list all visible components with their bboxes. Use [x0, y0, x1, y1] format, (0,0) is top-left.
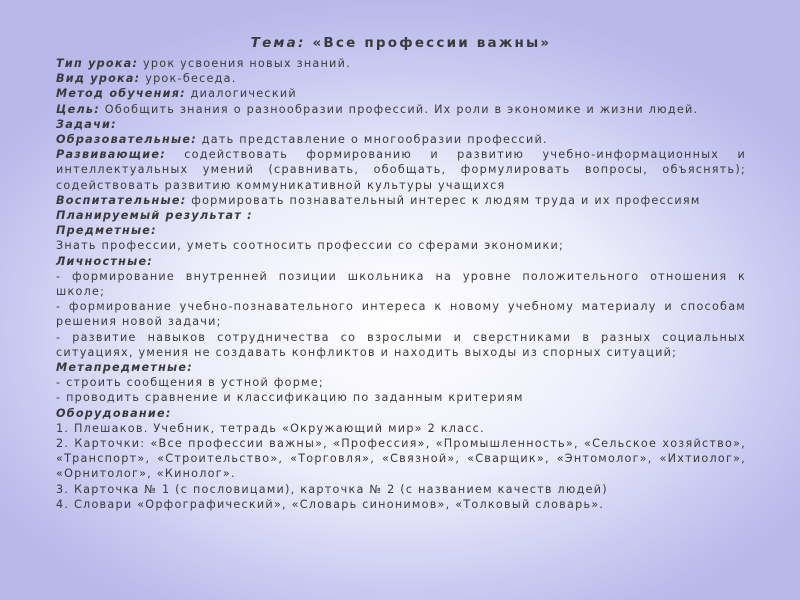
- label: Предметные:: [56, 224, 157, 238]
- line-equipment-4: [56, 497, 746, 512]
- text: 1. Плешаков. Учебник, тетрадь «Окружающий мир» 2 класс.: [56, 421, 485, 435]
- line-meta-2: [56, 390, 746, 405]
- label: Образовательные:: [56, 133, 197, 147]
- text: формировать познавательный интерес к людям труда и их профессиям: [186, 193, 701, 207]
- text: Обобщить знания о разнообразии профессий. Их роли в экономике и жизни людей.: [99, 102, 699, 116]
- line-educational: [56, 132, 746, 147]
- text: Знать профессии, уметь соотносить профессии со сферами экономики;: [56, 239, 565, 253]
- line-meta-heading: [56, 360, 746, 375]
- line-lesson-kind: [56, 71, 746, 86]
- label: Оборудование:: [56, 406, 172, 420]
- text: 2. Карточки: «Все профессии важны», «Профессия», «Промышленность», «Сельское хозяйство», «Транспорт», «Строительство», «Торговля», «Связной», «Сварщик», «Энтомолог», «Ихтиолог», «Орнитолог», «Кинолог».: [56, 437, 746, 481]
- line-personal-heading: [56, 254, 746, 269]
- text: дать представление о многообразии профессий.: [196, 133, 548, 147]
- text: урок усвоения новых знаний.: [138, 57, 351, 70]
- line-personal-2: [56, 299, 746, 329]
- line-developing: [56, 147, 746, 193]
- line-equipment-2: [56, 436, 746, 482]
- line-equipment-1: [56, 421, 746, 436]
- text: - развитие навыков сотрудничества со взрослыми и сверстниками в разных социальных ситуациях, умения не создавать конфликтов и находить выходы из спорных ситуаций;: [56, 330, 746, 359]
- label: Цель:: [56, 102, 100, 116]
- line-meta-1: [56, 375, 746, 390]
- label: Метапредметные:: [56, 361, 193, 375]
- line-planned-result: [56, 208, 746, 223]
- label: Вид урока:: [56, 72, 141, 86]
- line-method: [56, 86, 746, 101]
- text: - проводить сравнение и классификацию по заданным критериям: [56, 391, 524, 405]
- title-text: «Все профессии важны»: [312, 35, 552, 51]
- line-subject-heading: [56, 223, 746, 238]
- line-tasks-heading: [56, 117, 746, 132]
- label: Воспитательные:: [56, 193, 187, 207]
- label: Тип урока:: [56, 57, 139, 70]
- line-personal-1: [56, 269, 746, 299]
- text: содействовать формированию и развитию учебно-информационных и интеллектуальных умений (сравнивать, обобщать, формулировать вопросы, объяснять); содействовать развитию коммуникативной культуры учащихся: [56, 148, 746, 192]
- text: 3. Карточка № 1 (с пословицами), карточка № 2 (с названием качеств людей): [56, 482, 608, 496]
- slide-content: [56, 34, 746, 512]
- line-personal-3: [56, 330, 746, 360]
- line-equipment-3: [56, 482, 746, 497]
- text: - формирование учебно-познавательного интереса к новому учебному материалу и способам решения новой задачи;: [56, 300, 746, 329]
- line-goal: [56, 102, 746, 117]
- label: Метод обучения:: [56, 87, 186, 101]
- text: урок-беседа.: [140, 72, 237, 86]
- text: - строить сообщения в устной форме;: [56, 376, 324, 390]
- text: 4. Словари «Орфографический», «Словарь синонимов», «Толковый словарь».: [56, 497, 605, 511]
- label: Развивающие:: [56, 148, 166, 162]
- page-title: [56, 34, 746, 52]
- line-upbringing: [56, 193, 746, 208]
- text: диалогический: [185, 87, 297, 101]
- label: Задачи:: [56, 117, 117, 131]
- label: Личностные:: [56, 254, 154, 268]
- line-equipment-heading: [56, 406, 746, 421]
- title-lead: Тема:: [250, 35, 306, 51]
- text: - формирование внутренней позиции школьника на уровне положительного отношения к школе;: [56, 269, 746, 299]
- line-lesson-type: [56, 56, 746, 71]
- line-subject-text: [56, 238, 746, 253]
- label: Планируемый результат :: [56, 209, 253, 223]
